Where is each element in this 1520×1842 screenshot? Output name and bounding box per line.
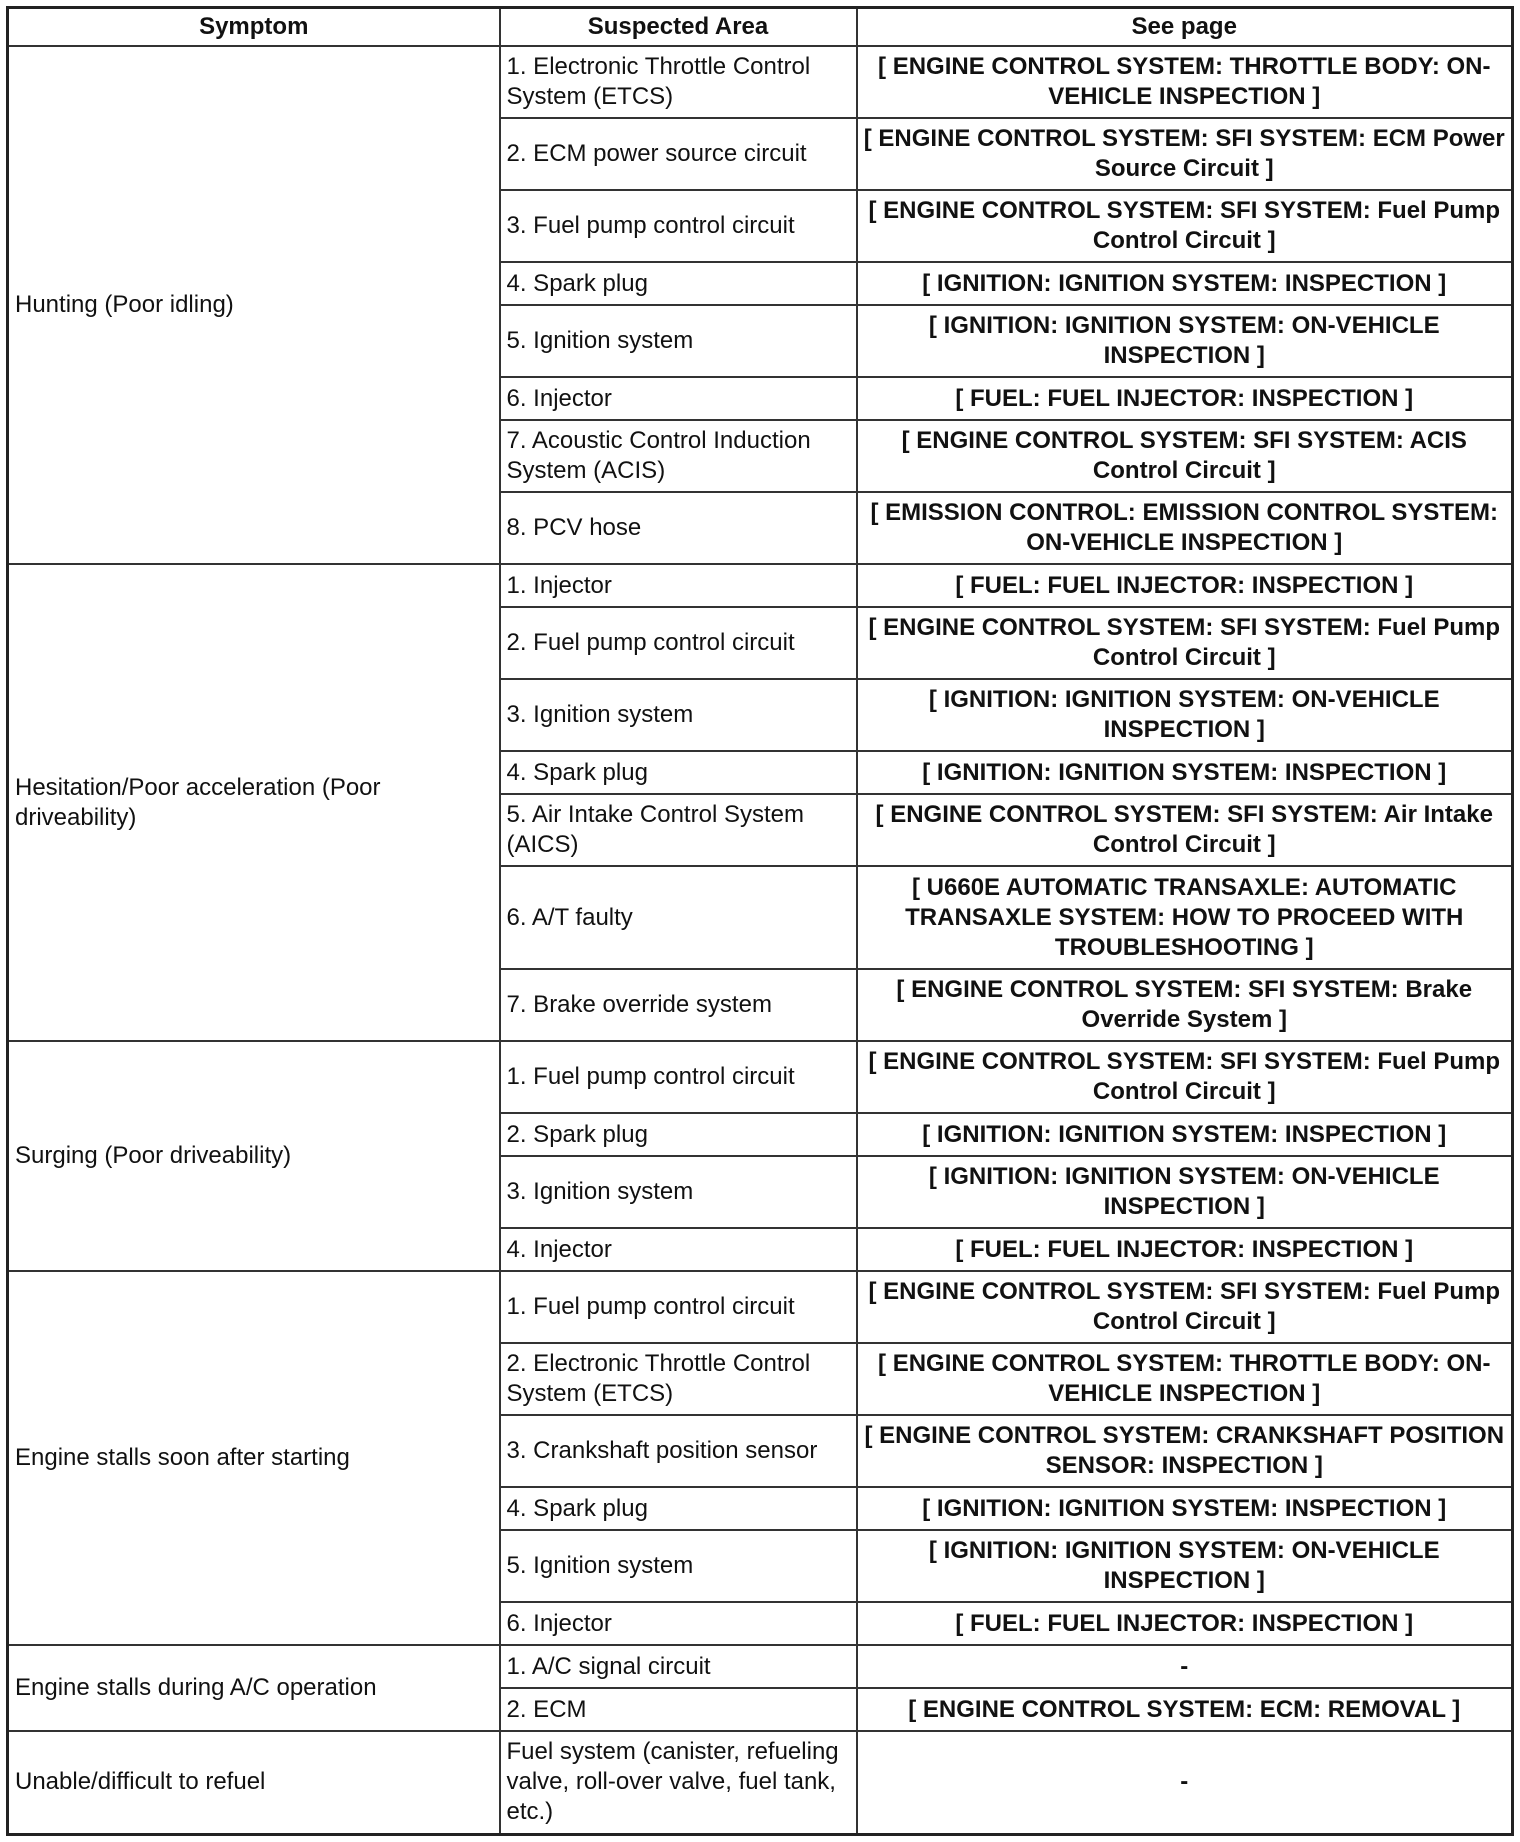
suspected-area-cell: 6. A/T faulty bbox=[500, 866, 857, 969]
suspected-area-cell: 3. Ignition system bbox=[500, 679, 857, 751]
suspected-area-cell: 3. Fuel pump control circuit bbox=[500, 190, 857, 262]
see-page-cell: [ ENGINE CONTROL SYSTEM: SFI SYSTEM: Fuel Pump Control Circuit ] bbox=[857, 607, 1513, 679]
suspected-area-cell: 3. Ignition system bbox=[500, 1156, 857, 1228]
see-page-cell: [ ENGINE CONTROL SYSTEM: SFI SYSTEM: Fuel Pump Control Circuit ] bbox=[857, 1041, 1513, 1113]
troubleshooting-table bbox=[6, 6, 1514, 1836]
see-page-cell: [ IGNITION: IGNITION SYSTEM: ON-VEHICLE INSPECTION ] bbox=[857, 679, 1513, 751]
see-page-cell: [ U660E AUTOMATIC TRANSAXLE: AUTOMATIC TRANSAXLE SYSTEM: HOW TO PROCEED WITH TROUBLESHOOTING ] bbox=[857, 866, 1513, 969]
suspected-area-cell: 1. Electronic Throttle Control System (ETCS) bbox=[500, 46, 857, 118]
see-page-cell: [ IGNITION: IGNITION SYSTEM: INSPECTION ] bbox=[857, 262, 1513, 305]
see-page-cell: [ ENGINE CONTROL SYSTEM: CRANKSHAFT POSITION SENSOR: INSPECTION ] bbox=[857, 1415, 1513, 1487]
see-page-cell: [ ENGINE CONTROL SYSTEM: SFI SYSTEM: Brake Override System ] bbox=[857, 969, 1513, 1041]
header-suspected-area: Suspected Area bbox=[500, 8, 857, 47]
see-page-cell: [ FUEL: FUEL INJECTOR: INSPECTION ] bbox=[857, 377, 1513, 420]
suspected-area-cell: 1. Fuel pump control circuit bbox=[500, 1271, 857, 1343]
see-page-cell: [ ENGINE CONTROL SYSTEM: SFI SYSTEM: Fuel Pump Control Circuit ] bbox=[857, 190, 1513, 262]
suspected-area-cell: 7. Brake override system bbox=[500, 969, 857, 1041]
see-page-cell: [ FUEL: FUEL INJECTOR: INSPECTION ] bbox=[857, 1602, 1513, 1645]
suspected-area-cell: 4. Spark plug bbox=[500, 751, 857, 794]
see-page-cell: [ IGNITION: IGNITION SYSTEM: INSPECTION ] bbox=[857, 1113, 1513, 1156]
see-page-cell: [ ENGINE CONTROL SYSTEM: SFI SYSTEM: ACIS Control Circuit ] bbox=[857, 420, 1513, 492]
see-page-cell: [ FUEL: FUEL INJECTOR: INSPECTION ] bbox=[857, 1228, 1513, 1271]
see-page-cell: [ IGNITION: IGNITION SYSTEM: ON-VEHICLE INSPECTION ] bbox=[857, 1156, 1513, 1228]
table-row bbox=[8, 1271, 1513, 1343]
suspected-area-cell: 5. Ignition system bbox=[500, 305, 857, 377]
suspected-area-cell: 2. Fuel pump control circuit bbox=[500, 607, 857, 679]
header-symptom: Symptom bbox=[8, 8, 500, 47]
see-page-cell: [ ENGINE CONTROL SYSTEM: THROTTLE BODY: ON-VEHICLE INSPECTION ] bbox=[857, 1343, 1513, 1415]
table-row bbox=[8, 46, 1513, 118]
see-page-cell: [ IGNITION: IGNITION SYSTEM: INSPECTION ] bbox=[857, 751, 1513, 794]
see-page-cell: [ FUEL: FUEL INJECTOR: INSPECTION ] bbox=[857, 564, 1513, 607]
suspected-area-cell: Fuel system (canister, refueling valve, roll-over valve, fuel tank, etc.) bbox=[500, 1731, 857, 1834]
suspected-area-cell: 8. PCV hose bbox=[500, 492, 857, 564]
see-page-cell: [ ENGINE CONTROL SYSTEM: SFI SYSTEM: Air Intake Control Circuit ] bbox=[857, 794, 1513, 866]
suspected-area-cell: 1. Injector bbox=[500, 564, 857, 607]
suspected-area-cell: 2. ECM bbox=[500, 1688, 857, 1731]
table-row bbox=[8, 1645, 1513, 1688]
suspected-area-cell: 2. Spark plug bbox=[500, 1113, 857, 1156]
header-see-page: See page bbox=[857, 8, 1513, 47]
table-row bbox=[8, 1041, 1513, 1113]
see-page-cell: [ ENGINE CONTROL SYSTEM: SFI SYSTEM: Fuel Pump Control Circuit ] bbox=[857, 1271, 1513, 1343]
symptom-cell: Unable/difficult to refuel bbox=[8, 1731, 500, 1834]
symptom-cell: Engine stalls soon after starting bbox=[8, 1271, 500, 1645]
table-body bbox=[8, 46, 1513, 1834]
suspected-area-cell: 3. Crankshaft position sensor bbox=[500, 1415, 857, 1487]
suspected-area-cell: 4. Injector bbox=[500, 1228, 857, 1271]
symptom-cell: Hunting (Poor idling) bbox=[8, 46, 500, 564]
symptom-cell: Surging (Poor driveability) bbox=[8, 1041, 500, 1271]
see-page-cell: [ EMISSION CONTROL: EMISSION CONTROL SYSTEM: ON-VEHICLE INSPECTION ] bbox=[857, 492, 1513, 564]
see-page-cell: - bbox=[857, 1731, 1513, 1834]
table-row bbox=[8, 1731, 1513, 1834]
see-page-cell: [ ENGINE CONTROL SYSTEM: THROTTLE BODY: ON-VEHICLE INSPECTION ] bbox=[857, 46, 1513, 118]
suspected-area-cell: 2. ECM power source circuit bbox=[500, 118, 857, 190]
see-page-cell: [ IGNITION: IGNITION SYSTEM: ON-VEHICLE INSPECTION ] bbox=[857, 305, 1513, 377]
see-page-cell: - bbox=[857, 1645, 1513, 1688]
see-page-cell: [ IGNITION: IGNITION SYSTEM: INSPECTION ] bbox=[857, 1487, 1513, 1530]
suspected-area-cell: 1. A/C signal circuit bbox=[500, 1645, 857, 1688]
table-row bbox=[8, 564, 1513, 607]
suspected-area-cell: 6. Injector bbox=[500, 1602, 857, 1645]
suspected-area-cell: 4. Spark plug bbox=[500, 262, 857, 305]
symptom-cell: Hesitation/Poor acceleration (Poor driveability) bbox=[8, 564, 500, 1041]
header-row bbox=[8, 8, 1513, 47]
suspected-area-cell: 7. Acoustic Control Induction System (ACIS) bbox=[500, 420, 857, 492]
table-header bbox=[8, 8, 1513, 47]
see-page-cell: [ ENGINE CONTROL SYSTEM: SFI SYSTEM: ECM Power Source Circuit ] bbox=[857, 118, 1513, 190]
see-page-cell: [ ENGINE CONTROL SYSTEM: ECM: REMOVAL ] bbox=[857, 1688, 1513, 1731]
suspected-area-cell: 2. Electronic Throttle Control System (ETCS) bbox=[500, 1343, 857, 1415]
suspected-area-cell: 4. Spark plug bbox=[500, 1487, 857, 1530]
suspected-area-cell: 5. Air Intake Control System (AICS) bbox=[500, 794, 857, 866]
troubleshooting-table-wrapper bbox=[6, 6, 1514, 1836]
see-page-cell: [ IGNITION: IGNITION SYSTEM: ON-VEHICLE INSPECTION ] bbox=[857, 1530, 1513, 1602]
suspected-area-cell: 5. Ignition system bbox=[500, 1530, 857, 1602]
symptom-cell: Engine stalls during A/C operation bbox=[8, 1645, 500, 1731]
suspected-area-cell: 1. Fuel pump control circuit bbox=[500, 1041, 857, 1113]
suspected-area-cell: 6. Injector bbox=[500, 377, 857, 420]
